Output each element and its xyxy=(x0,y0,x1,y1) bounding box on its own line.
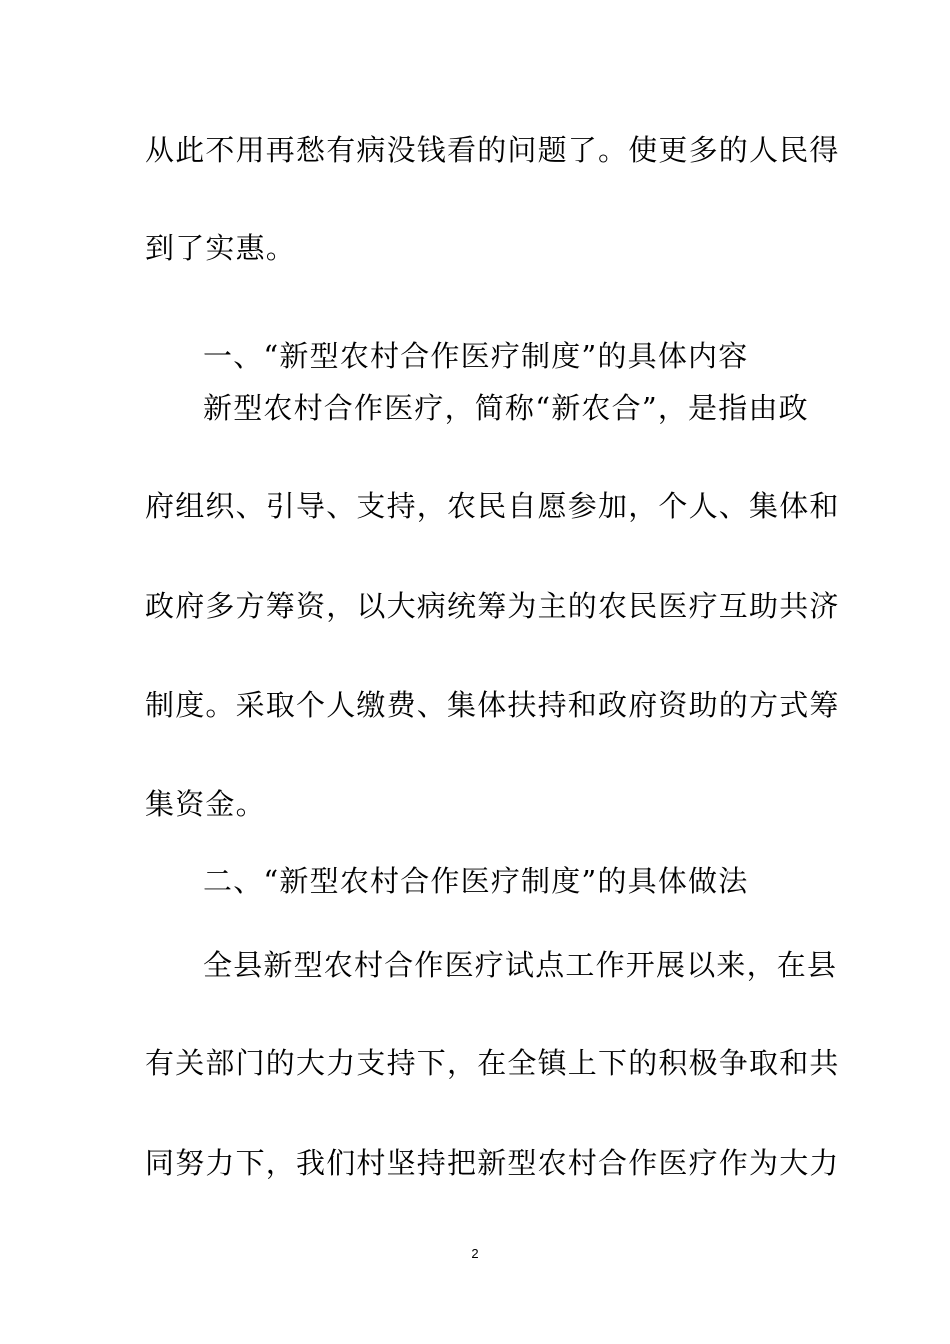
page-number: 2 xyxy=(471,1246,479,1261)
paragraph-line-9: 有关部门的大力支持下，在全镇上下的积极争取和共 xyxy=(145,1046,840,1080)
paragraph-line-3: 新型农村合作医疗，简称“新农合”，是指由政 xyxy=(203,391,809,425)
paragraph-line-10: 同努力下，我们村坚持把新型农村合作医疗作为大力 xyxy=(145,1146,840,1180)
paragraph-line-4: 府组织、引导、支持，农民自愿参加，个人、集体和 xyxy=(145,489,840,523)
paragraph-line-1: 从此不用再愁有病没钱看的问题了。使更多的人民得 xyxy=(145,133,840,167)
paragraph-line-5: 政府多方筹资，以大病统筹为主的农民医疗互助共济 xyxy=(145,589,840,623)
paragraph-line-8: 全县新型农村合作医疗试点工作开展以来，在县 xyxy=(203,948,838,982)
paragraph-line-7: 集资金。 xyxy=(145,787,266,821)
paragraph-line-2: 到了实惠。 xyxy=(145,231,297,265)
section-heading-1: 一、“新型农村合作医疗制度”的具体内容 xyxy=(203,339,749,373)
paragraph-line-6: 制度。采取个人缴费、集体扶持和政府资助的方式筹 xyxy=(145,688,840,722)
section-heading-2: 二、“新型农村合作医疗制度”的具体做法 xyxy=(203,864,749,898)
